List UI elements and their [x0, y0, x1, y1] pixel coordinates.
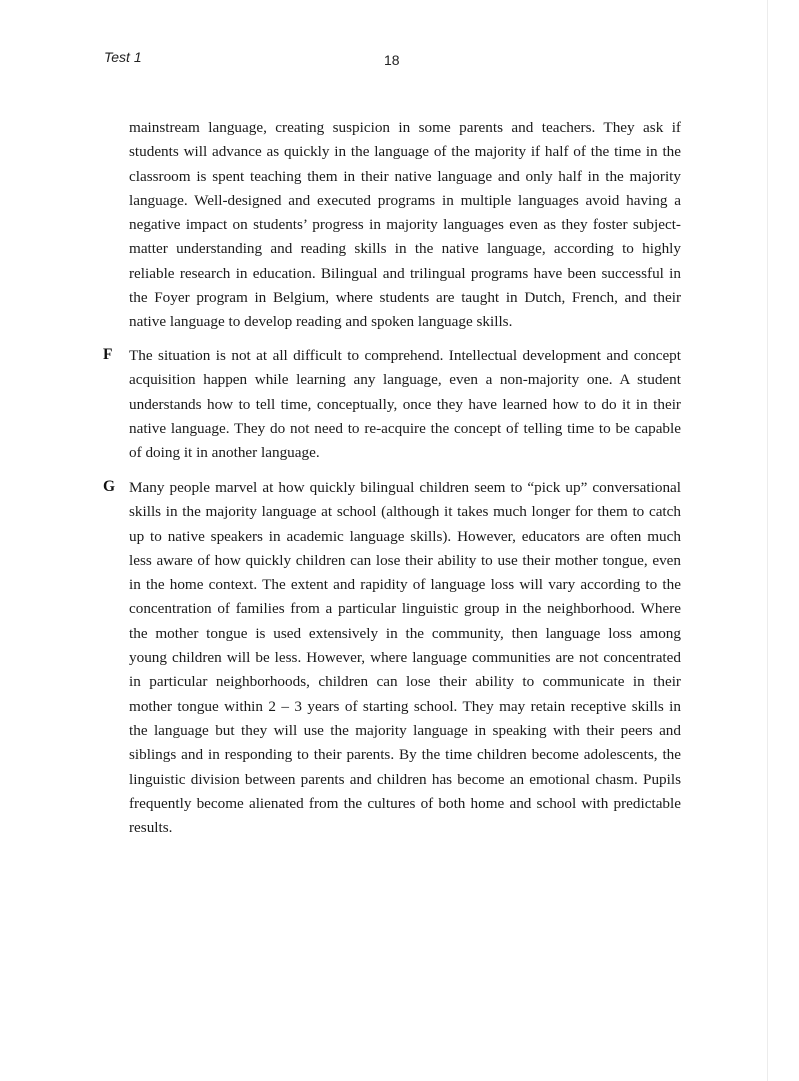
text-line: acquisition happen while learning any language, even a non-majority one. A student [129, 371, 681, 389]
paragraph-letter-g: G [103, 478, 116, 495]
text-line: understands how to tell time, conceptually, once they have learned how to do it in their [129, 395, 681, 413]
text-line: in particular neighborhoods, children can lose their ability to communicate in their [129, 673, 681, 691]
text-line: linguistic division between parents and children has become an emotional chasm. Pupils [129, 770, 681, 788]
text-line: the language but they will use the majority language in speaking with their peers and [129, 721, 681, 739]
text-line: the mother tongue is used extensively in the community, then language loss among [129, 624, 681, 642]
text-line: native language. They do not need to re-acquire the concept of telling time to be capable [129, 419, 681, 437]
text-line: results. [129, 819, 173, 837]
text-line: native language to develop reading and spoken language skills. [129, 313, 513, 331]
text-line: up to native speakers in academic language skills). However, educators are often much [129, 527, 681, 545]
paragraph-e-continued [129, 116, 681, 335]
text-line: language. Well-designed and executed programs in multiple languages avoid having a [129, 191, 681, 209]
text-line: concentration of families from a particular linguistic group in the neighborhood. Where [129, 600, 681, 618]
text-line: students will advance as quickly in the language of the majority if half of the time in the [129, 143, 681, 161]
page-number: 18 [384, 52, 400, 68]
paragraph-g [129, 476, 681, 840]
text-line: matter understanding and reading skills in the native language, according to highly [129, 240, 681, 258]
text-line: siblings and in responding to their parents. By the time children become adolescents, the [129, 746, 681, 764]
text-line: in the home context. The extent and rapidity of language loss will vary according to the [129, 576, 681, 594]
text-line: Many people marvel at how quickly bilingual children seem to “pick up” conversational [129, 479, 681, 496]
text-line: reliable research in education. Bilingual and trilingual programs have been successful in [129, 264, 681, 282]
text-line: classroom is spent teaching them in their native language and only half in the majority [129, 167, 681, 185]
text-line: less aware of how quickly children can lose their ability to use their mother tongue, even [129, 551, 681, 569]
text-line: skills in the majority language at school (although it takes much longer for them to catch [129, 503, 681, 521]
text-line: young children will be less. However, where language communities are not concentrated [129, 649, 681, 667]
text-line: the Foyer program in Belgium, where students are taught in Dutch, French, and their [129, 289, 681, 307]
scan-artifact-line [767, 0, 768, 1081]
text-line: mainstream language, creating suspicion in some parents and teachers. They ask if [129, 119, 681, 136]
text-line: of doing it in another language. [129, 444, 320, 462]
paragraph-f [129, 344, 681, 465]
running-header-title: Test 1 [104, 49, 142, 65]
text-line: negative impact on students’ progress in majority languages even as they foster subject- [129, 216, 681, 234]
text-line: mother tongue within 2 – 3 years of starting school. They may retain receptive skills in [129, 697, 681, 715]
paragraph-letter-f: F [103, 346, 113, 363]
text-line: The situation is not at all difficult to comprehend. Intellectual development and concept [129, 347, 681, 364]
text-line: frequently become alienated from the cultures of both home and school with predictable [129, 794, 681, 812]
